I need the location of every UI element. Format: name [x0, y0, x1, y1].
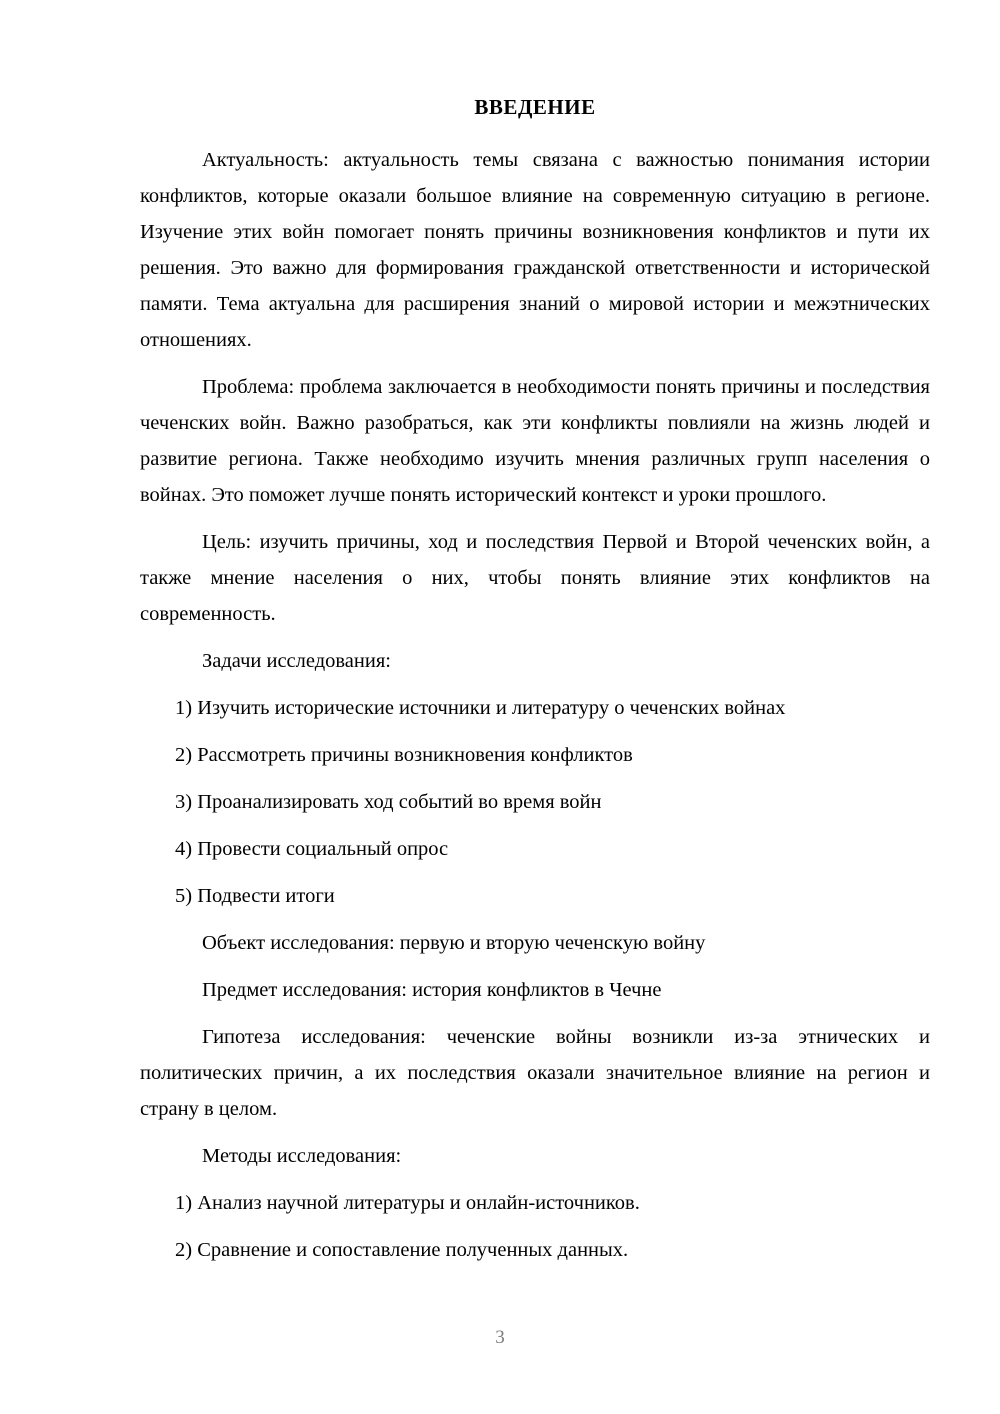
- paragraph-hypothesis: Гипотеза исследования: чеченские войны возникли из-за этнических и политических причин, а их последствия оказали значительное влияние на регион и страну в целом.: [140, 1026, 930, 1121]
- list-item: 5) Подвести итоги: [175, 885, 335, 908]
- list-item: 4) Провести социальный опрос: [175, 838, 449, 861]
- methods-list: [140, 1185, 930, 1268]
- subject-of-research: Предмет исследования: история конфликтов в Чечне: [202, 979, 662, 1002]
- list-item: 3) Проанализировать ход событий во время войн: [175, 791, 602, 814]
- paragraph-spacer: [140, 358, 930, 369]
- methods-heading: Методы исследования:: [202, 1145, 402, 1168]
- paragraph-spacer: [140, 1008, 930, 1019]
- paragraph-relevance: Актуальность: актуальность темы связана с важностью понимания истории конфликтов, которые оказали большое влияние на современную ситуацию в регионе. Изучение этих войн помогает понять причины возникновения конфликтов и пути их решения. Это важно для формирования гражданской ответственности и исторической памяти. Тема актуальна для расширения знаний о мировой истории и межэтнических отношениях.: [140, 149, 930, 352]
- list-spacer: [140, 914, 930, 925]
- object-of-research: Объект исследования: первую и вторую чеченскую войну: [202, 932, 706, 955]
- list-item: 2) Сравнение и сопоставление полученных данных.: [175, 1239, 629, 1262]
- tasks-heading: Задачи исследования:: [202, 650, 391, 673]
- paragraph-spacer: [140, 513, 930, 524]
- paragraph-spacer: [140, 632, 930, 643]
- paragraph-goal: Цель: изучить причины, ход и последствия Первой и Второй чеченских войн, а также мнение населения о них, чтобы понять влияние этих конфликтов на современность.: [140, 531, 930, 626]
- list-item: 1) Анализ научной литературы и онлайн-источников.: [175, 1192, 640, 1215]
- document-body: [140, 0, 930, 1268]
- page-title: ВВЕДЕНИЕ: [474, 95, 596, 119]
- paragraph-problem: Проблема: проблема заключается в необходимости понять причины и последствия чеченских войн. Важно разобраться, как эти конфликты повлияли на жизнь людей и развитие региона. Также необходимо изучить мнения различных групп населения о войнах. Это поможет лучше понять исторический контекст и уроки прошлого.: [140, 376, 930, 507]
- list-item: 1) Изучить исторические источники и литературу о чеченских войнах: [175, 697, 786, 720]
- tasks-list: [140, 690, 930, 914]
- list-item: 2) Рассмотреть причины возникновения конфликтов: [175, 744, 633, 767]
- paragraph-spacer: [140, 1127, 930, 1138]
- page-number: 3: [495, 1327, 505, 1348]
